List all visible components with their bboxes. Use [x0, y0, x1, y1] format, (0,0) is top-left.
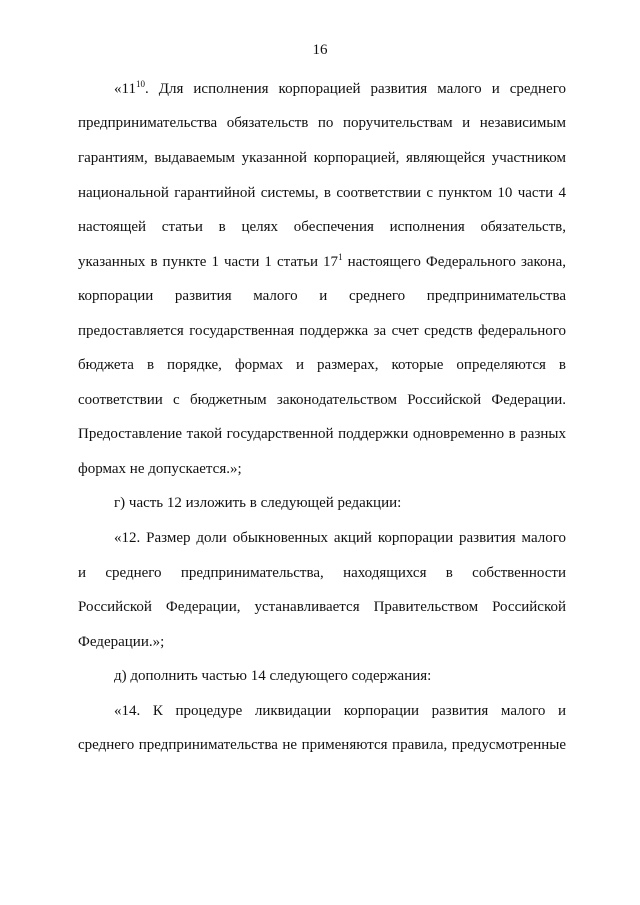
text-line: гарантиям, выдаваемым указанной корпорацией, являющейся участником — [78, 150, 566, 166]
text-line: предоставляется государственная поддержка за счет средств федерального — [78, 323, 566, 339]
text-line: г) часть 12 изложить в следующей редакции: — [114, 495, 402, 511]
text-line: Федерации.»; — [78, 634, 165, 650]
text-line: бюджета в порядке, формах и размерах, которые определяются в — [78, 357, 566, 373]
text-line: формах не допускается.»; — [78, 461, 242, 477]
text-line: среднего предпринимательства не применяются правила, предусмотренные — [78, 737, 566, 753]
text-line: предпринимательства обязательств по поручительствам и независимым — [78, 115, 566, 131]
text-line: д) дополнить частью 14 следующего содержания: — [114, 668, 432, 684]
text-line: Предоставление такой государственной поддержки одновременно в разных — [78, 426, 566, 442]
text-line: соответствии с бюджетным законодательством Российской Федерации. — [78, 392, 566, 408]
text-line: «$11^{10}$. Для исполнения корпорацией развития малого и среднего — [114, 79, 566, 97]
text-line: «14. К процедуре ликвидации корпорации развития малого и — [114, 703, 566, 719]
text-line: «12. Размер доли обыкновенных акций корпорации развития малого — [114, 530, 566, 546]
text-line: корпорации развития малого и среднего предпринимательства — [78, 288, 566, 304]
text-line: и среднего предпринимательства, находящихся в собственности — [78, 565, 566, 581]
text-line: настоящей статьи в целях обеспечения исполнения обязательств, — [78, 219, 566, 235]
text-line: национальной гарантийной системы, в соответствии с пунктом 10 части 4 — [78, 185, 566, 201]
text-line: указанных в пункте 1 части 1 статьи $17^1$ настоящего Федерального закона, — [78, 252, 566, 270]
text-line: Российской Федерации, устанавливается Правительством Российской — [78, 599, 566, 615]
page-number: 16 — [312, 42, 328, 58]
